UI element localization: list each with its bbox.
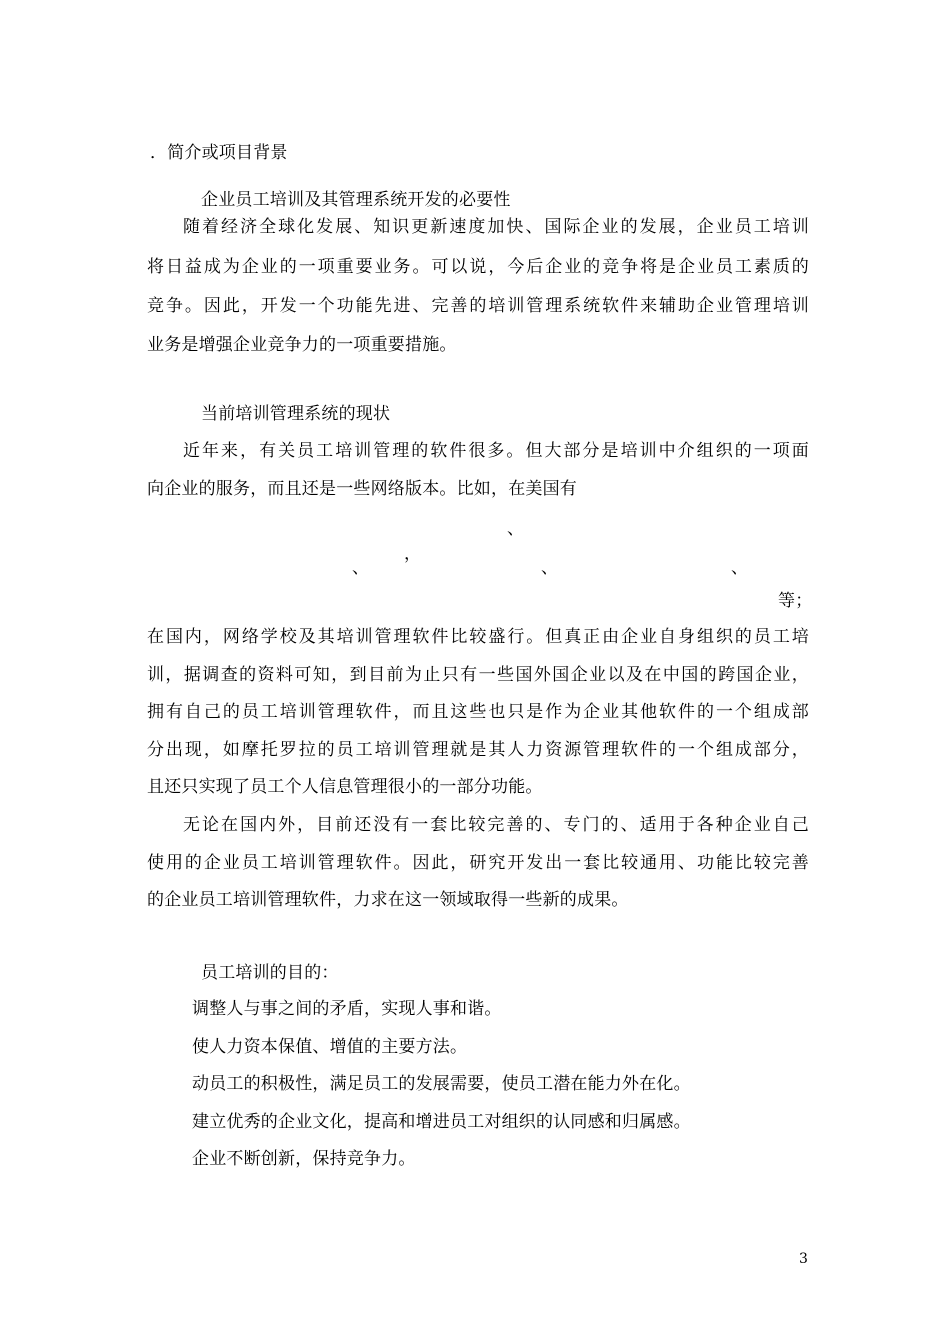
necessity-line-1: 随着经济全球化发展、知识更新速度加快、国际企业的发展，企业员工培训 <box>183 217 809 237</box>
status-line-3: 在国内，网络学校及其培训管理软件比较盛行。但真正由企业自身组织的员工培 <box>147 627 809 647</box>
purpose-item-1: 调整人与事之间的矛盾，实现人事和谐。 <box>192 999 502 1019</box>
status-line-8: 无论在国内外，目前还没有一套比较完善的、专门的、适用于各种企业自己 <box>183 815 809 835</box>
purpose-item-5: 企业不断创新，保持竞争力。 <box>192 1149 416 1169</box>
status-title: 当前培训管理系统的现状 <box>201 404 391 424</box>
status-line-7: 且还只实现了员工个人信息管理很小的一部分功能。 <box>147 777 543 797</box>
status-fragment-comma-3: 、 <box>352 558 370 578</box>
section-heading: ．简介或项目背景 <box>150 143 288 163</box>
purpose-title: 员工培训的目的： <box>201 963 339 983</box>
necessity-title: 企业员工培训及其管理系统开发的必要性 <box>201 190 511 210</box>
status-line-5: 拥有自己的员工培训管理软件，而且这些也只是作为企业其他软件的一个组成部 <box>147 702 809 722</box>
necessity-line-3: 竞争。因此，开发一个功能先进、完善的培训管理系统软件来辅助企业管理培训 <box>147 296 809 316</box>
status-line-4: 训，据调查的资料可知，到目前为止只有一些国外国企业以及在中国的跨国企业， <box>147 665 809 685</box>
page-number: 3 <box>799 1251 808 1267</box>
purpose-item-3: 动员工的积极性，满足员工的发展需要，使员工潜在能力外在化。 <box>192 1074 691 1094</box>
status-line-1: 近年来，有关员工培训管理的软件很多。但大部分是培训中介组织的一项面 <box>183 441 809 461</box>
necessity-line-4: 业务是增强企业竞争力的一项重要措施。 <box>147 335 457 355</box>
necessity-line-2: 将日益成为企业的一项重要业务。可以说，今后企业的竞争将是企业员工素质的 <box>147 257 809 277</box>
status-line-9: 使用的企业员工培训管理软件。因此，研究开发出一套比较通用、功能比较完善 <box>147 853 809 873</box>
status-fragment-comma-2: ， <box>404 544 422 564</box>
status-line-10: 的企业员工培训管理软件，力求在这一领域取得一些新的成果。 <box>147 890 629 910</box>
status-fragment-comma-4: 、 <box>541 558 559 578</box>
purpose-item-4: 建立优秀的企业文化，提高和增进员工对组织的认同感和归属感。 <box>192 1112 691 1132</box>
status-fragment-comma-1: 、 <box>507 519 525 539</box>
status-fragment-etc: 等； <box>778 591 813 611</box>
purpose-item-2: 使人力资本保值、增值的主要方法。 <box>192 1037 468 1057</box>
status-line-2: 向企业的服务，而且还是一些网络版本。比如，在美国有 <box>147 479 577 499</box>
status-line-6: 分出现，如摩托罗拉的员工培训管理就是其人力资源管理软件的一个组成部分， <box>147 740 809 760</box>
status-fragment-comma-5: 、 <box>731 558 749 578</box>
